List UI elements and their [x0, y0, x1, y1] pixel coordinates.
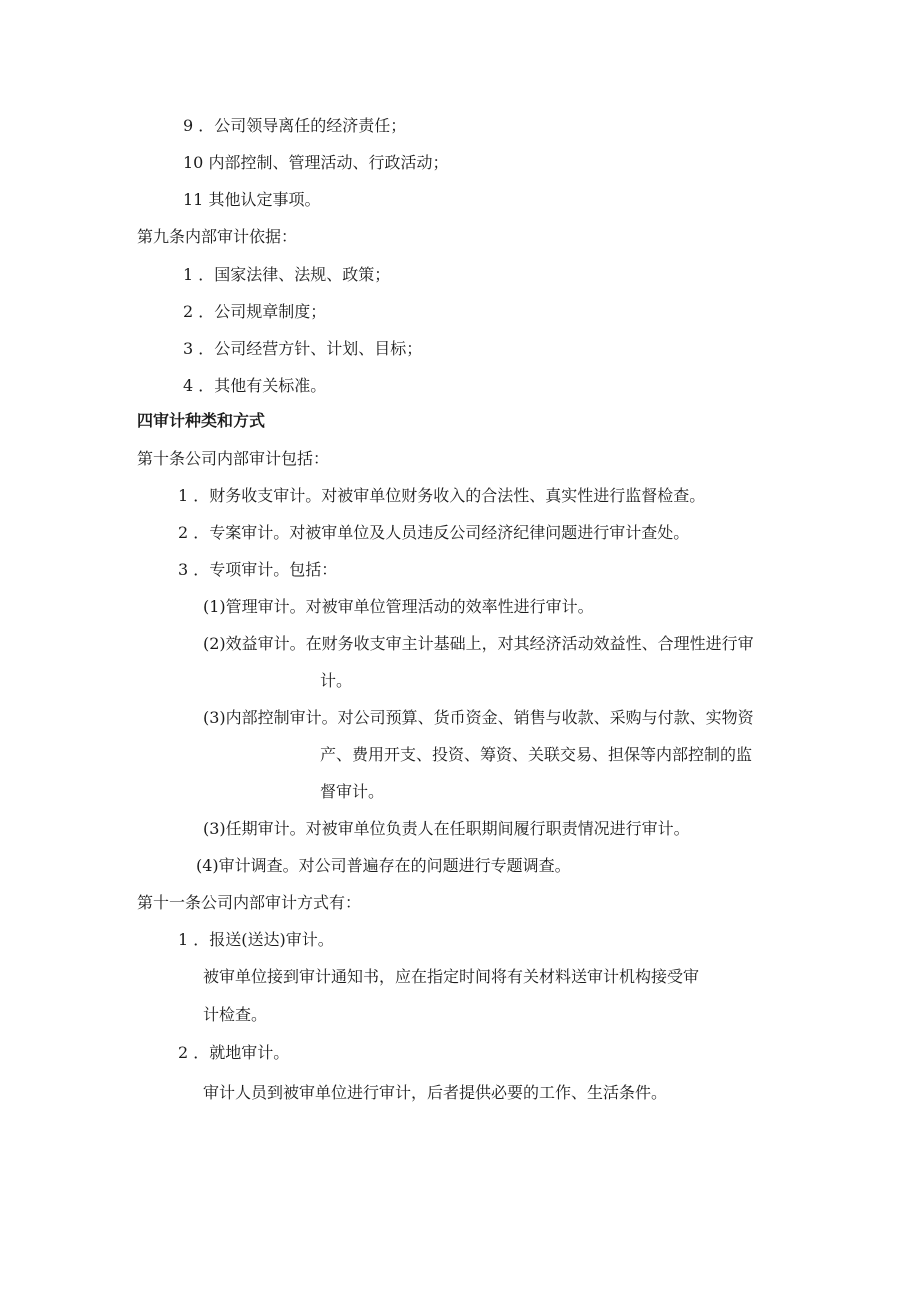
method-2: 2 ．就地审计。 — [178, 1043, 290, 1062]
audit-type-3: 3 ．专项审计。包括： — [178, 560, 338, 579]
sub-item-internal-control-cont2: 督审计。 — [320, 782, 385, 801]
sub-item-internal-control-cont: 产、费用开支、投资、筹资、关联交易、担保等内部控制的监 — [320, 745, 753, 764]
method-1-desc: 被审单位接到审计通知书，应在指定时间将有关材料送审计机构接受审 — [203, 967, 700, 986]
article-11-heading: 第十一条公司内部审计方式有： — [137, 893, 362, 912]
sub-item-benefit-cont: 计。 — [320, 671, 353, 690]
article-9-heading: 第九条内部审计依据： — [137, 227, 298, 246]
section-heading: 四审计种类和方式 — [137, 411, 266, 430]
sub-item-internal-control: (3)内部控制审计。对公司预算、货币资金、销售与收款、采购与付款、实物资 — [203, 708, 754, 727]
sub-item-investigation: (4)审计调查。对公司普遍存在的问题进行专题调查。 — [196, 856, 571, 875]
method-1: 1 ．报送(送达)审计。 — [178, 930, 334, 949]
basis-item-4: 4 ．其他有关标准。 — [183, 376, 327, 395]
basis-item-2: 2 ．公司规章制度； — [183, 302, 327, 321]
sub-item-tenure: (3)任期审计。对被审单位负责人在任职期间履行职责情况进行审计。 — [203, 819, 690, 838]
list-item-10: 10 内部控制、管理活动、行政活动； — [183, 153, 449, 172]
audit-type-2: 2 ．专案审计。对被审单位及人员违反公司经济纪律问题进行审计查处。 — [178, 523, 690, 542]
sub-item-benefit: (2)效益审计。在财务收支审主计基础上，对其经济活动效益性、合理性进行审 — [203, 634, 754, 653]
sub-item-management: (1)管理审计。对被审单位管理活动的效率性进行审计。 — [203, 597, 594, 616]
basis-item-3: 3 ．公司经营方针、计划、目标； — [183, 339, 423, 358]
list-item-11: 11 其他认定事项。 — [183, 190, 321, 209]
method-2-desc: 审计人员到被审单位进行审计，后者提供必要的工作、生活条件。 — [203, 1083, 668, 1102]
audit-type-1: 1 ．财务收支审计。对被审单位财务收入的合法性、真实性进行监督检查。 — [178, 486, 706, 505]
list-item-9: 9 ．公司领导离任的经济责任； — [183, 116, 407, 135]
basis-item-1: 1 ．国家法律、法规、政策； — [183, 265, 391, 284]
method-1-desc-cont: 计检查。 — [203, 1005, 268, 1024]
article-10-heading: 第十条公司内部审计包括： — [137, 449, 330, 468]
